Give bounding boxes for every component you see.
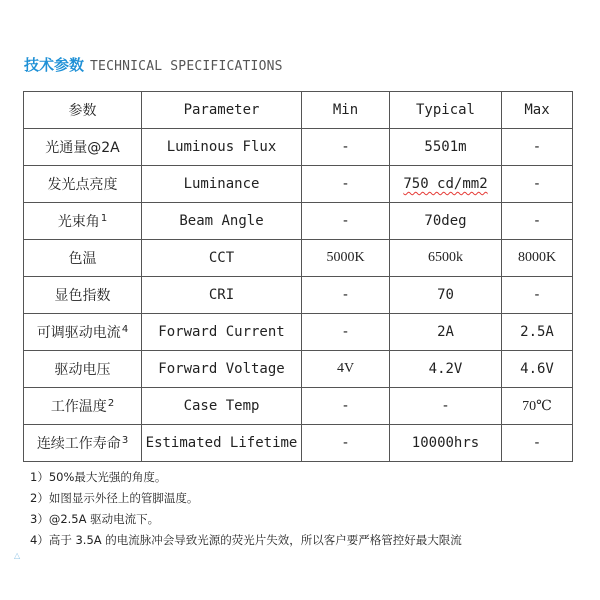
- cell-min: -: [302, 314, 390, 351]
- header-parameter: Parameter: [142, 92, 302, 129]
- cell-max: 70℃: [502, 388, 573, 425]
- cell-cn: 连续工作寿命$^3$: [24, 425, 142, 462]
- triangle-marker-icon: △: [14, 551, 21, 560]
- cell-cn: 驱动电压: [24, 351, 142, 388]
- section-heading: [24, 54, 283, 74]
- footnotes: [30, 467, 462, 551]
- table-row: [24, 240, 573, 277]
- cell-max: -: [502, 425, 573, 462]
- table-row: [24, 277, 573, 314]
- cell-cn: 工作温度$^2$: [24, 388, 142, 425]
- cell-cn: 光通量@2A: [24, 129, 142, 166]
- cell-cn: 色温: [24, 240, 142, 277]
- cell-typical: 70deg: [390, 203, 502, 240]
- table-row: [24, 129, 573, 166]
- header-cn: 参数: [24, 92, 142, 129]
- cell-min: -: [302, 203, 390, 240]
- footnote-3: 3）@2.5A 驱动电流下。: [30, 512, 160, 526]
- cell-min: -: [302, 425, 390, 462]
- table-row: [24, 166, 573, 203]
- cell-parameter: Luminance: [142, 166, 302, 203]
- cell-min: -: [302, 166, 390, 203]
- heading-cn: 技术参数: [24, 56, 85, 74]
- cell-max: -: [502, 203, 573, 240]
- header-max: Max: [502, 92, 573, 129]
- cell-parameter: Case Temp: [142, 388, 302, 425]
- cell-cn: 发光点亮度: [24, 166, 142, 203]
- cell-parameter: CCT: [142, 240, 302, 277]
- header-min: Min: [302, 92, 390, 129]
- cell-min: -: [302, 388, 390, 425]
- cell-parameter: Estimated Lifetime: [142, 425, 302, 462]
- table-row: [24, 388, 573, 425]
- table-row: [24, 203, 573, 240]
- footnote-ref: 2: [107, 398, 115, 409]
- header-typical: Typical: [390, 92, 502, 129]
- cell-cn: 显色指数: [24, 277, 142, 314]
- footnote-2: 2）如图显示外径上的管脚温度。: [30, 491, 199, 505]
- footnote-4: 4）高于 3.5A 的电流脉冲会导致光源的荧光片失效，所以客户要严格管控好最大限流: [30, 533, 462, 547]
- cell-parameter: Forward Voltage: [142, 351, 302, 388]
- footnote-ref: 4: [121, 324, 129, 335]
- cell-cn: 光束角$^1$: [24, 203, 142, 240]
- cell-typical: 6500k: [390, 240, 502, 277]
- cell-cn: 可调驱动电流$^4$: [24, 314, 142, 351]
- cell-typical: 10000hrs: [390, 425, 502, 462]
- table-header-row: [24, 92, 573, 129]
- spec-table: [23, 91, 573, 462]
- footnote-1: 1）50%最大光强的角度。: [30, 470, 167, 484]
- cell-min: 4V: [302, 351, 390, 388]
- cell-typical: 2A: [390, 314, 502, 351]
- cell-typical: -: [390, 388, 502, 425]
- cell-typical: 5501m: [390, 129, 502, 166]
- cell-parameter: CRI: [142, 277, 302, 314]
- cell-max: -: [502, 129, 573, 166]
- cell-max: 8000K: [502, 240, 573, 277]
- cell-max: 2.5A: [502, 314, 573, 351]
- cell-max: -: [502, 166, 573, 203]
- cell-min: 5000K: [302, 240, 390, 277]
- cell-parameter: Forward Current: [142, 314, 302, 351]
- cell-max: -: [502, 277, 573, 314]
- footnote-ref: 1: [100, 213, 108, 224]
- cell-typical: 70: [390, 277, 502, 314]
- cell-min: -: [302, 277, 390, 314]
- cell-parameter: Beam Angle: [142, 203, 302, 240]
- table-row: [24, 425, 573, 462]
- footnote-ref: 3: [121, 435, 129, 446]
- heading-en: TECHNICAL SPECIFICATIONS: [90, 59, 283, 74]
- cell-min: -: [302, 129, 390, 166]
- cell-parameter: Luminous Flux: [142, 129, 302, 166]
- table-row: [24, 314, 573, 351]
- table-row: [24, 351, 573, 388]
- cell-typical: 750 cd/mm2: [390, 166, 502, 203]
- cell-max: 4.6V: [502, 351, 573, 388]
- cell-typical: 4.2V: [390, 351, 502, 388]
